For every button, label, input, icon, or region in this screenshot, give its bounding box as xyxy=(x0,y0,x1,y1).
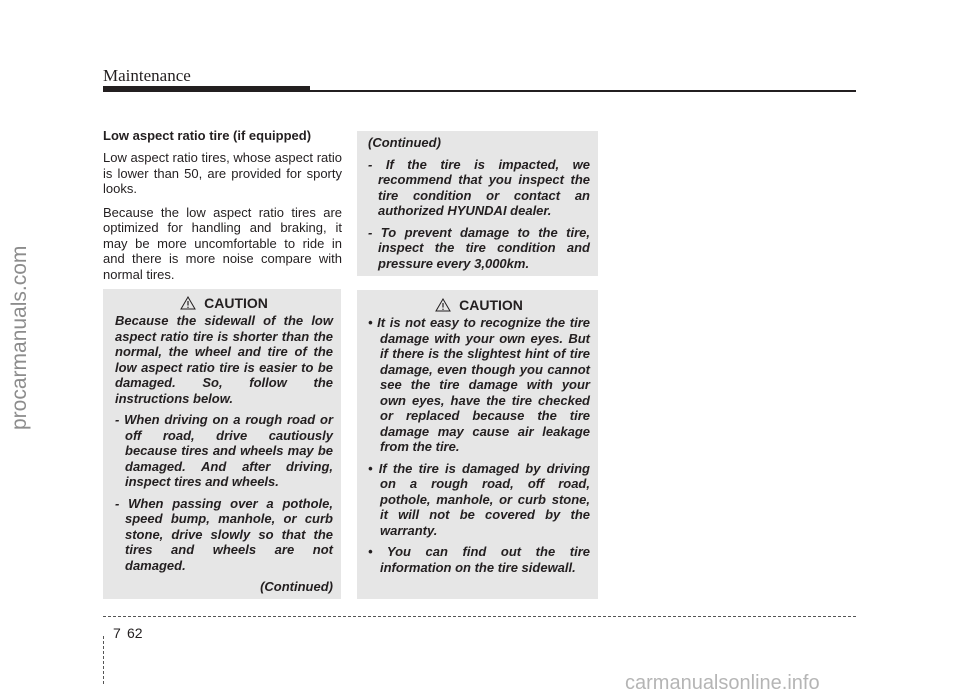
main-column xyxy=(103,128,342,290)
footer-rule xyxy=(103,616,856,617)
body-paragraph-1: Low aspect ratio tires, whose aspect ratio is lower than 50, are provided for sporty looks. xyxy=(103,150,342,196)
caution-header-2 xyxy=(368,297,590,313)
continued-panel xyxy=(357,131,598,276)
caution-header-1 xyxy=(115,295,333,311)
caution-title-2: CAUTION xyxy=(459,297,523,313)
footer-vertical-rule xyxy=(103,636,104,684)
caution-panel-2 xyxy=(357,290,598,599)
caution-intro: Because the sidewall of the low aspect ratio tire is shorter than the normal, the wheel and tire of the low aspect ratio tire is easier to be damaged. So, follow the instructions below. xyxy=(115,313,333,406)
caution-panel-1 xyxy=(103,289,341,599)
header-rule-thin xyxy=(103,90,856,92)
continued-item: - If the tire is impacted, we recommend that you inspect the tire condition or contact an authorized HYUNDAI dealer. xyxy=(368,156,590,218)
warning-icon xyxy=(180,296,196,310)
section-heading: Low aspect ratio tire (if equipped) xyxy=(103,128,312,143)
continued-item: - To prevent damage to the tire, inspect the tire condition and pressure every 3,000km. xyxy=(368,224,590,271)
caution-bullet: • It is not easy to recognize the tire damage with your own eyes. But if there is the slightest hint of tire damage, even though you cannot see the tire damage with your own eyes, have the tire checked or replaced because the tire damage may cause air leakage from the tire. xyxy=(368,315,590,454)
caution-title-1: CAUTION xyxy=(204,295,268,311)
watermark-left: procarmanuals.com xyxy=(8,245,31,430)
watermark-bottom: carmanualsonline.info xyxy=(625,672,820,694)
page-number: 62 xyxy=(127,625,143,641)
continued-label: (Continued) xyxy=(260,579,333,594)
continued-heading: (Continued) xyxy=(368,135,441,150)
caution-item: - When passing over a pothole, speed bump, manhole, or curb stone, drive slowly so that the tires and wheels are not damaged. xyxy=(115,495,333,573)
caution-bullet: • You can find out the tire information on the tire sidewall. xyxy=(368,544,590,575)
caution-item: - When driving on a rough road or off road, drive cautiously because tires and wheels may be damaged. And after driving, inspect tires and wheels. xyxy=(115,412,333,489)
body-paragraph-2: Because the low aspect ratio tires are optimized for handling and braking, it may be more uncomfortable to ride in and there is more noise compare with normal tires. xyxy=(103,204,342,282)
caution-bullet: • If the tire is damaged by driving on a rough road, off road, pothole, manhole, or curb stone, it will not be covered by the warranty. xyxy=(368,460,590,538)
chapter-number: 7 xyxy=(113,625,121,641)
warning-icon xyxy=(435,298,451,312)
page-section-title: Maintenance xyxy=(103,66,191,85)
